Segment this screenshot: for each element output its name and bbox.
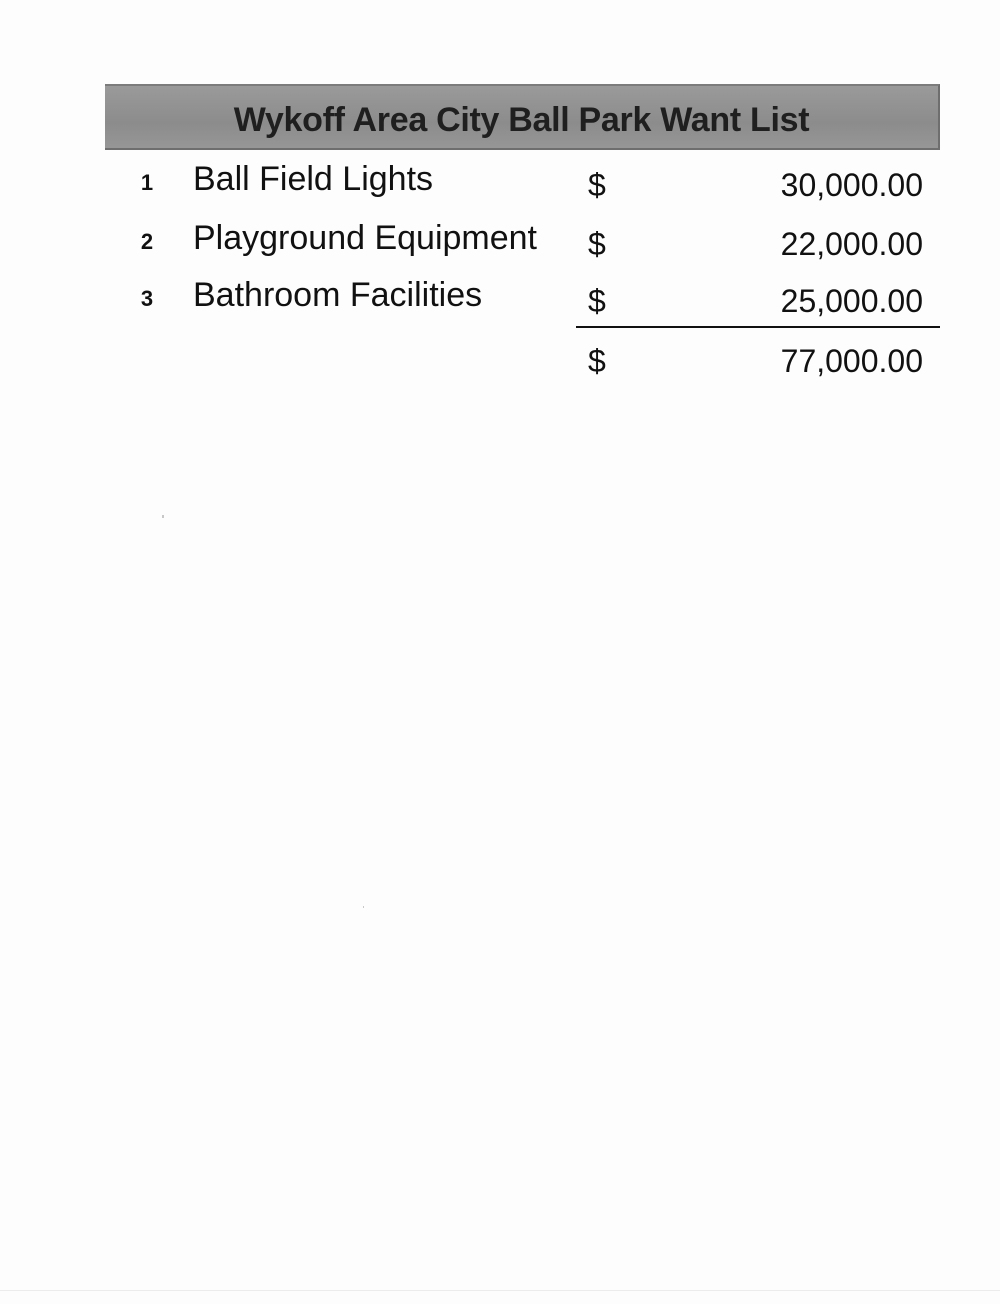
item-amount: 30,000.00 [780, 167, 923, 203]
want-list-row [0, 276, 1000, 326]
total-divider [576, 326, 940, 328]
item-number: 2 [140, 229, 154, 254]
total-row [0, 336, 1000, 386]
item-label: Bathroom Facilities [193, 276, 483, 314]
scan-speck [162, 515, 164, 518]
item-label: Ball Field Lights [193, 160, 434, 198]
item-amount: 22,000.00 [780, 226, 923, 262]
total-amount: 77,000.00 [780, 343, 923, 379]
item-label: Playground Equipment [193, 219, 538, 257]
want-list-row [0, 218, 1000, 268]
want-list-row [0, 158, 1000, 208]
scan-edge-line [0, 1290, 1000, 1291]
title-banner [105, 84, 940, 150]
total-currency-symbol: $ [588, 343, 606, 379]
item-number: 3 [140, 286, 154, 311]
document-title: Wykoff Area City Ball Park Want List [233, 101, 810, 139]
item-amount: 25,000.00 [780, 283, 923, 319]
scan-speck [363, 906, 364, 908]
item-number: 1 [140, 170, 154, 195]
currency-symbol: $ [588, 283, 606, 319]
currency-symbol: $ [588, 226, 606, 262]
currency-symbol: $ [588, 167, 606, 203]
